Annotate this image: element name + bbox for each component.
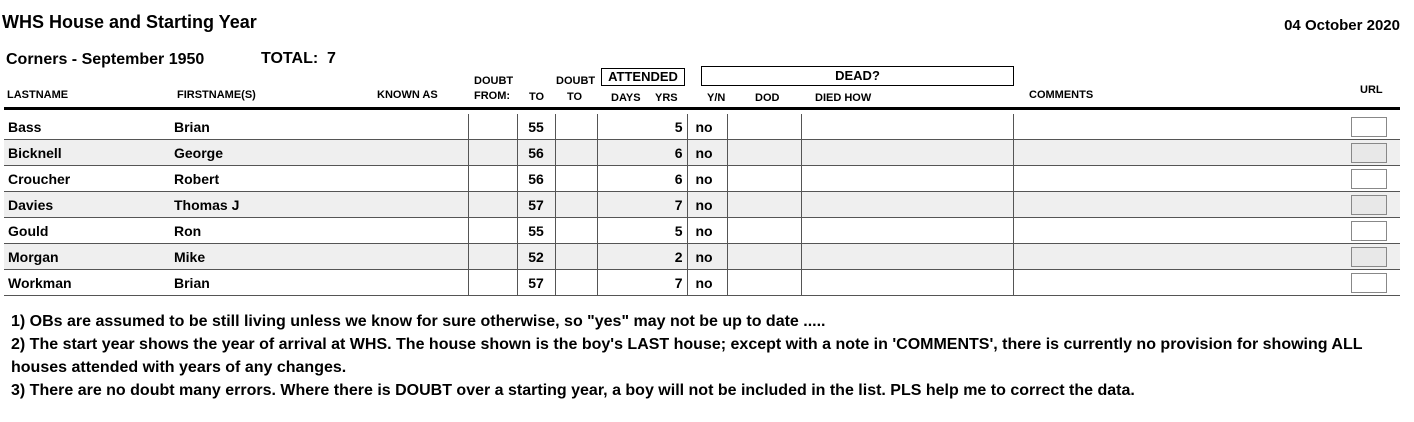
url-link-box[interactable]: [1351, 117, 1387, 137]
cell-dod: [727, 114, 801, 140]
cell-lastname: Workman: [4, 270, 174, 296]
cell-to: 55: [517, 114, 555, 140]
cell-comments: [1013, 218, 1350, 244]
cell-comments: [1013, 140, 1350, 166]
cell-url: [1350, 166, 1400, 192]
cell-dead: no: [687, 140, 727, 166]
cell-to: 55: [517, 218, 555, 244]
cell-lastname: Bicknell: [4, 140, 174, 166]
cell-doubt-from: [468, 166, 517, 192]
header-doubt-from-line2: FROM:: [474, 90, 511, 102]
cell-dod: [727, 270, 801, 296]
url-link-box[interactable]: [1351, 247, 1387, 267]
cell-dead: no: [687, 166, 727, 192]
cell-firstname: Robert: [174, 166, 468, 192]
cell-yrs: 6: [597, 166, 687, 192]
cell-died-how: [801, 218, 1013, 244]
header-yn: Y/N: [707, 92, 726, 104]
table-row: [4, 244, 1400, 270]
cell-dod: [727, 166, 801, 192]
cell-lastname: Davies: [4, 192, 174, 218]
cell-died-how: [801, 114, 1013, 140]
cell-yrs: 7: [597, 270, 687, 296]
cell-url: [1350, 140, 1400, 166]
cell-comments: [1013, 166, 1350, 192]
cell-yrs: 2: [597, 244, 687, 270]
cell-died-how: [801, 192, 1013, 218]
header-doubt-to-line1: DOUBT: [556, 75, 596, 87]
cell-firstname: George: [174, 140, 468, 166]
cell-died-how: [801, 140, 1013, 166]
cell-doubt-from: [468, 218, 517, 244]
cell-yrs: 5: [597, 218, 687, 244]
header-yrs: YRS: [655, 92, 678, 104]
cell-dod: [727, 218, 801, 244]
header-to: TO: [529, 91, 545, 103]
cell-comments: [1013, 270, 1350, 296]
cell-firstname: Brian: [174, 270, 468, 296]
cell-yrs: 5: [597, 114, 687, 140]
url-link-box[interactable]: [1351, 221, 1387, 241]
cell-to: 56: [517, 166, 555, 192]
cell-doubt-to: [555, 114, 597, 140]
header-known-as: KNOWN AS: [377, 89, 438, 101]
cell-died-how: [801, 244, 1013, 270]
cell-lastname: Morgan: [4, 244, 174, 270]
cell-url: [1350, 192, 1400, 218]
cell-firstname: Brian: [174, 114, 468, 140]
header-doubt-to-line2: TO: [567, 91, 583, 103]
cell-dead: no: [687, 244, 727, 270]
cell-doubt-to: [555, 270, 597, 296]
total-value: 7: [327, 50, 336, 67]
cell-dod: [727, 140, 801, 166]
header-lastname: LASTNAME: [7, 89, 69, 101]
header-rule: [4, 107, 1400, 110]
header-url: URL: [1360, 84, 1383, 96]
table-row: [4, 166, 1400, 192]
cell-doubt-to: [555, 218, 597, 244]
cell-comments: [1013, 114, 1350, 140]
header-dead: DEAD?: [701, 66, 1014, 86]
cell-doubt-to: [555, 192, 597, 218]
cell-doubt-from: [468, 114, 517, 140]
cell-to: 57: [517, 270, 555, 296]
footnote: 3) There are no doubt many errors. Where there is DOUBT over a starting year, a boy will not be included in the list. PLS help me to correct the data.: [11, 382, 1135, 399]
cell-died-how: [801, 270, 1013, 296]
cell-doubt-from: [468, 244, 517, 270]
header-days: DAYS: [611, 92, 641, 104]
table-row: [4, 218, 1400, 244]
page-title: WHS House and Starting Year: [2, 12, 257, 32]
total-label: TOTAL:: [261, 50, 319, 67]
cell-url: [1350, 270, 1400, 296]
cell-doubt-to: [555, 140, 597, 166]
cell-url: [1350, 244, 1400, 270]
header-died-how: DIED HOW: [815, 92, 872, 104]
cell-url: [1350, 114, 1400, 140]
cell-doubt-from: [468, 140, 517, 166]
cell-dead: no: [687, 114, 727, 140]
header-doubt-from-line1: DOUBT: [474, 75, 514, 87]
cell-doubt-from: [468, 192, 517, 218]
cell-lastname: Gould: [4, 218, 174, 244]
report-date: 04 October 2020: [1284, 17, 1400, 34]
header-attended: ATTENDED: [601, 68, 685, 86]
cell-doubt-to: [555, 166, 597, 192]
cell-comments: [1013, 244, 1350, 270]
table-row: [4, 192, 1400, 218]
cell-dead: no: [687, 218, 727, 244]
url-link-box[interactable]: [1351, 273, 1387, 293]
table-row: [4, 114, 1400, 140]
cell-dead: no: [687, 192, 727, 218]
cell-to: 57: [517, 192, 555, 218]
header-firstnames: FIRSTNAME(S): [177, 89, 256, 101]
cell-dead: no: [687, 270, 727, 296]
cell-comments: [1013, 192, 1350, 218]
cell-died-how: [801, 166, 1013, 192]
cell-yrs: 6: [597, 140, 687, 166]
url-link-box[interactable]: [1351, 169, 1387, 189]
cell-url: [1350, 218, 1400, 244]
cell-firstname: Thomas J: [174, 192, 468, 218]
table-row: [4, 270, 1400, 296]
pupil-table: [4, 114, 1400, 296]
cell-yrs: 7: [597, 192, 687, 218]
url-link-box[interactable]: [1351, 143, 1387, 163]
cell-doubt-to: [555, 244, 597, 270]
footnote: 1) OBs are assumed to be still living unless we know for sure otherwise, so "yes" may not be up to date .....: [11, 313, 826, 330]
table-row: [4, 140, 1400, 166]
cell-lastname: Bass: [4, 114, 174, 140]
header-dod: DOD: [755, 92, 780, 104]
cell-to: 52: [517, 244, 555, 270]
cell-doubt-from: [468, 270, 517, 296]
cell-to: 56: [517, 140, 555, 166]
header-comments: COMMENTS: [1029, 89, 1094, 101]
cell-firstname: Mike: [174, 244, 468, 270]
cell-firstname: Ron: [174, 218, 468, 244]
cell-dod: [727, 244, 801, 270]
url-link-box[interactable]: [1351, 195, 1387, 215]
footnotes: [11, 310, 1401, 402]
house-subtitle: Corners - September 1950: [6, 51, 205, 68]
cell-lastname: Croucher: [4, 166, 174, 192]
footnote: 2) The start year shows the year of arrival at WHS. The house shown is the boy's LAST house; except with a note in 'COMMENTS', there is currently no provision for showing ALL houses attended with years of any changes.: [11, 336, 1363, 376]
cell-dod: [727, 192, 801, 218]
